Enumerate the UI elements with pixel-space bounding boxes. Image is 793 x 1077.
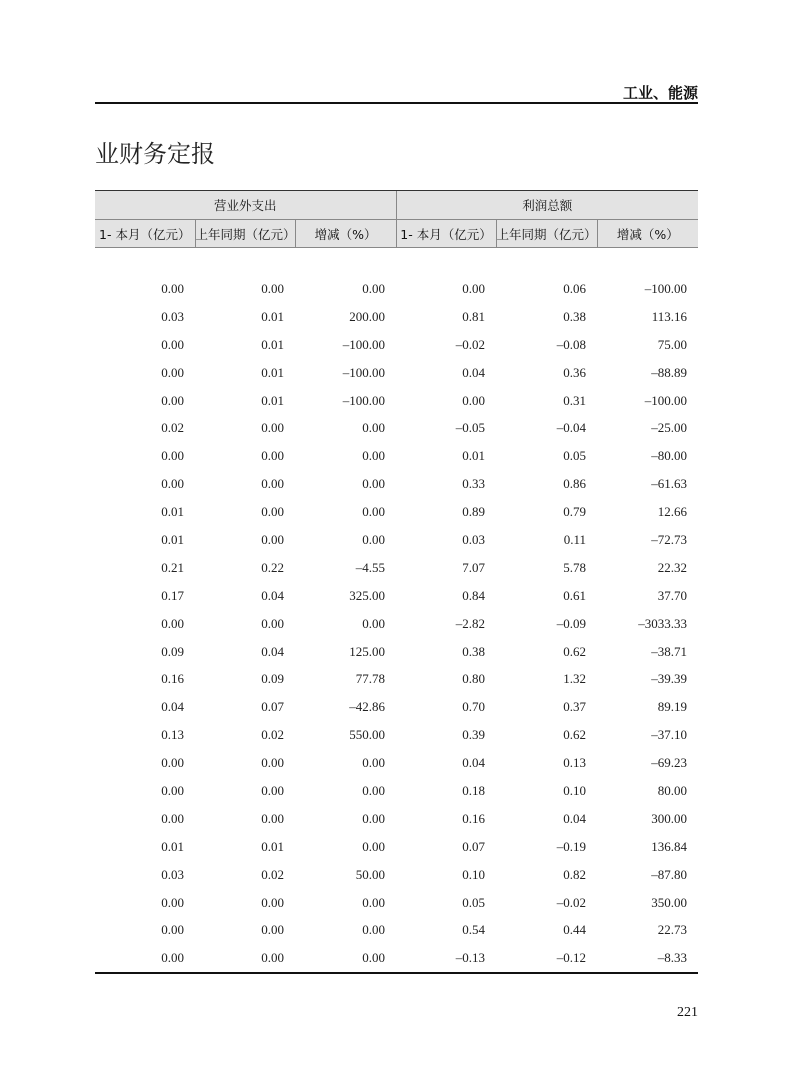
financial-table (95, 190, 698, 974)
table-cell: 0.02 (261, 866, 284, 882)
table-cell: 0.00 (362, 476, 386, 492)
table-cell: 0.86 (563, 476, 587, 492)
table-cell: –69.23 (651, 755, 688, 771)
table-cell: 0.00 (161, 364, 184, 380)
table-cell: 0.00 (161, 782, 184, 798)
table-cell: 0.04 (161, 699, 184, 715)
table-cell: 0.07 (261, 699, 284, 715)
table-cell: 0.11 (563, 531, 587, 547)
group-header: 营业外支出 (95, 191, 396, 220)
table-cell: 0.09 (161, 643, 184, 659)
table-cell: 77.78 (355, 671, 386, 687)
table-cell: 0.04 (462, 364, 486, 380)
table-cell: 0.21 (161, 559, 184, 575)
table-cell: 0.00 (161, 894, 184, 910)
table-row (95, 889, 698, 917)
table-cell: 0.00 (161, 476, 184, 492)
table-cell: 0.00 (261, 615, 284, 631)
table-cell: 0.00 (161, 922, 184, 938)
table-cell: 0.00 (362, 922, 386, 938)
table-cell: 0.00 (161, 336, 184, 352)
table-cell: –38.71 (651, 643, 688, 659)
table-cell: 50.00 (355, 866, 386, 882)
section-label: 工业、能源 (622, 84, 698, 102)
table-cell: –0.08 (556, 336, 587, 352)
table-cell: 0.10 (563, 782, 587, 798)
table-cell: 0.00 (362, 838, 386, 854)
table-cell: 0.00 (195, 944, 295, 973)
table-cell: 0.13 (563, 755, 587, 771)
table-row (95, 498, 698, 526)
table-cell: –39.39 (651, 671, 688, 687)
table-cell: 0.00 (362, 615, 386, 631)
table-cell: 0.00 (362, 755, 386, 771)
table-cell: 125.00 (349, 643, 386, 659)
table-cell: 0.06 (563, 280, 587, 296)
table-cell: 0.00 (362, 810, 386, 826)
table-cell: 136.84 (651, 838, 688, 854)
column-header: 上年同期（亿元） (496, 220, 597, 248)
page-title: 业财务定报 (95, 140, 215, 168)
spacer-row (95, 248, 698, 276)
table-row (95, 414, 698, 442)
table-cell: 0.00 (261, 476, 284, 492)
table-cell: 0.81 (462, 308, 486, 324)
table-cell: 0.00 (362, 894, 386, 910)
table-cell: 0.18 (462, 782, 486, 798)
table-cell: 113.16 (651, 308, 688, 324)
table-cell: 0.09 (261, 671, 284, 687)
table-cell: 1.32 (563, 671, 587, 687)
table-cell: 0.01 (261, 336, 284, 352)
table-cell: 0.04 (563, 810, 587, 826)
table-cell: 0.33 (462, 476, 486, 492)
table-cell: 0.89 (462, 504, 486, 520)
table-cell: 0.62 (563, 727, 587, 743)
table-row (95, 805, 698, 833)
table-cell: 0.00 (362, 420, 386, 436)
table-cell: 80.00 (657, 782, 688, 798)
column-header-row (95, 220, 698, 248)
table-row (95, 303, 698, 331)
table-cell: 7.07 (462, 559, 486, 575)
table-cell: 0.00 (261, 810, 284, 826)
table-cell: 0.38 (563, 308, 587, 324)
table-cell: 0.79 (563, 504, 587, 520)
table-cell: 0.10 (462, 866, 486, 882)
table-cell: 0.01 (261, 364, 284, 380)
table-cell: 0.00 (261, 782, 284, 798)
table-cell: 0.04 (261, 587, 284, 603)
table-cell: 0.00 (261, 922, 284, 938)
table-cell: 0.44 (563, 922, 587, 938)
table-cell: 325.00 (349, 587, 386, 603)
table-cell: 0.01 (261, 392, 284, 408)
table-row (95, 526, 698, 554)
table-row (95, 721, 698, 749)
table-cell: 0.03 (161, 866, 184, 882)
table-cell: 0.02 (161, 420, 184, 436)
table-cell: 0.62 (563, 643, 587, 659)
table-cell: 0.03 (161, 308, 184, 324)
table-cell: 0.00 (261, 531, 284, 547)
table-row (95, 693, 698, 721)
table-cell: 0.00 (95, 944, 195, 973)
table-cell: 0.16 (462, 810, 486, 826)
table-row (95, 275, 698, 303)
table-row (95, 665, 698, 693)
table-cell: –100.00 (342, 392, 386, 408)
table-cell: 550.00 (349, 727, 386, 743)
table-cell: –8.33 (597, 944, 698, 973)
table-cell: 22.32 (657, 559, 688, 575)
table-cell: 0.00 (261, 755, 284, 771)
table-cell: –100.00 (342, 364, 386, 380)
table-cell: 5.78 (563, 559, 587, 575)
table-cell: 0.17 (161, 587, 184, 603)
table-cell: 0.00 (161, 448, 184, 464)
table-cell: –0.12 (496, 944, 597, 973)
table-row (95, 833, 698, 861)
table-row (95, 944, 698, 973)
table-row (95, 638, 698, 666)
table-cell: –0.19 (556, 838, 587, 854)
table-cell: 0.00 (362, 504, 386, 520)
table-cell: 0.01 (261, 838, 284, 854)
table-cell: 0.37 (563, 699, 587, 715)
table-cell: –0.13 (396, 944, 496, 973)
table-cell: 0.04 (462, 755, 486, 771)
column-header: 1- 本月（亿元） (396, 220, 496, 248)
table-row (95, 470, 698, 498)
table-cell: 0.84 (462, 587, 486, 603)
table-cell: 0.01 (161, 838, 184, 854)
column-header: 增减（%） (295, 220, 396, 248)
table-cell: 0.38 (462, 643, 486, 659)
table-cell: 0.01 (261, 308, 284, 324)
table-cell: 0.01 (161, 531, 184, 547)
table-cell: –4.55 (355, 559, 386, 575)
table-cell: 300.00 (651, 810, 688, 826)
table-cell: 0.00 (161, 615, 184, 631)
table-row (95, 387, 698, 415)
table-cell: 0.00 (362, 782, 386, 798)
table-cell: 0.01 (161, 504, 184, 520)
table-cell: 0.01 (462, 448, 486, 464)
table-cell: –0.04 (556, 420, 587, 436)
table-cell: 0.00 (161, 392, 184, 408)
group-header: 利润总额 (396, 191, 698, 220)
table-row (95, 916, 698, 944)
table-cell: 0.05 (563, 448, 587, 464)
table-cell: 0.61 (563, 587, 587, 603)
table-cell: 350.00 (651, 894, 688, 910)
table-cell: 12.66 (657, 504, 688, 520)
table-cell: 0.04 (261, 643, 284, 659)
table-cell: 0.80 (462, 671, 486, 687)
table-cell: 200.00 (349, 308, 386, 324)
table-cell: 0.16 (161, 671, 184, 687)
table-cell: 0.07 (462, 838, 486, 854)
table-cell: –37.10 (651, 727, 688, 743)
table-cell: 75.00 (657, 336, 688, 352)
table-row (95, 610, 698, 638)
table-cell: 0.36 (563, 364, 587, 380)
table-cell: 22.73 (657, 922, 688, 938)
table-cell: 0.05 (462, 894, 486, 910)
table-cell: 0.00 (362, 280, 386, 296)
table-cell: 0.54 (462, 922, 486, 938)
table-cell: –88.89 (651, 364, 688, 380)
table-row (95, 359, 698, 387)
table-cell: –42.86 (349, 699, 386, 715)
table-cell: –61.63 (651, 476, 688, 492)
table-cell: –0.09 (556, 615, 587, 631)
table-cell: 0.00 (261, 504, 284, 520)
table-cell: 0.00 (295, 944, 396, 973)
table-cell: 0.00 (161, 810, 184, 826)
table-cell: 0.22 (261, 559, 284, 575)
table-cell: –2.82 (455, 615, 486, 631)
table-cell: –0.02 (556, 894, 587, 910)
table-row (95, 331, 698, 359)
table-cell: 0.00 (462, 280, 486, 296)
table-row (95, 749, 698, 777)
table-cell: 37.70 (657, 587, 688, 603)
table-cell: 0.00 (462, 392, 486, 408)
table-cell: 0.00 (261, 894, 284, 910)
table-row (95, 582, 698, 610)
table-row (95, 554, 698, 582)
table-cell: 0.00 (161, 755, 184, 771)
table-cell: –3033.33 (638, 615, 688, 631)
table-row (95, 442, 698, 470)
table-cell: 0.00 (161, 280, 184, 296)
table-cell: –100.00 (644, 392, 688, 408)
table-cell: 0.00 (261, 280, 284, 296)
table-cell: 0.31 (563, 392, 587, 408)
table-cell: –72.73 (651, 531, 688, 547)
table-cell: –0.05 (455, 420, 486, 436)
group-header-row (95, 191, 698, 220)
column-header: 上年同期（亿元） (195, 220, 295, 248)
header-rule (95, 102, 698, 104)
table-cell: –25.00 (651, 420, 688, 436)
table-cell: 0.00 (261, 448, 284, 464)
table-cell: –100.00 (342, 336, 386, 352)
table-cell: 0.03 (462, 531, 486, 547)
table-cell: –100.00 (644, 280, 688, 296)
table-cell: 0.82 (563, 866, 587, 882)
page-number: 221 (677, 1005, 698, 1020)
table-cell: –87.80 (651, 866, 688, 882)
table-cell: 0.00 (261, 420, 284, 436)
table-row (95, 777, 698, 805)
table-cell: 0.00 (362, 531, 386, 547)
table-cell: 0.02 (261, 727, 284, 743)
column-header: 1- 本月（亿元） (95, 220, 195, 248)
table-cell: 0.00 (362, 448, 386, 464)
table-cell: –80.00 (651, 448, 688, 464)
table-cell: 89.19 (657, 699, 688, 715)
table-cell: 0.70 (462, 699, 486, 715)
table-row (95, 861, 698, 889)
table-cell: 0.13 (161, 727, 184, 743)
table-cell: –0.02 (455, 336, 486, 352)
column-header: 增减（%） (597, 220, 698, 248)
table-cell: 0.39 (462, 727, 486, 743)
